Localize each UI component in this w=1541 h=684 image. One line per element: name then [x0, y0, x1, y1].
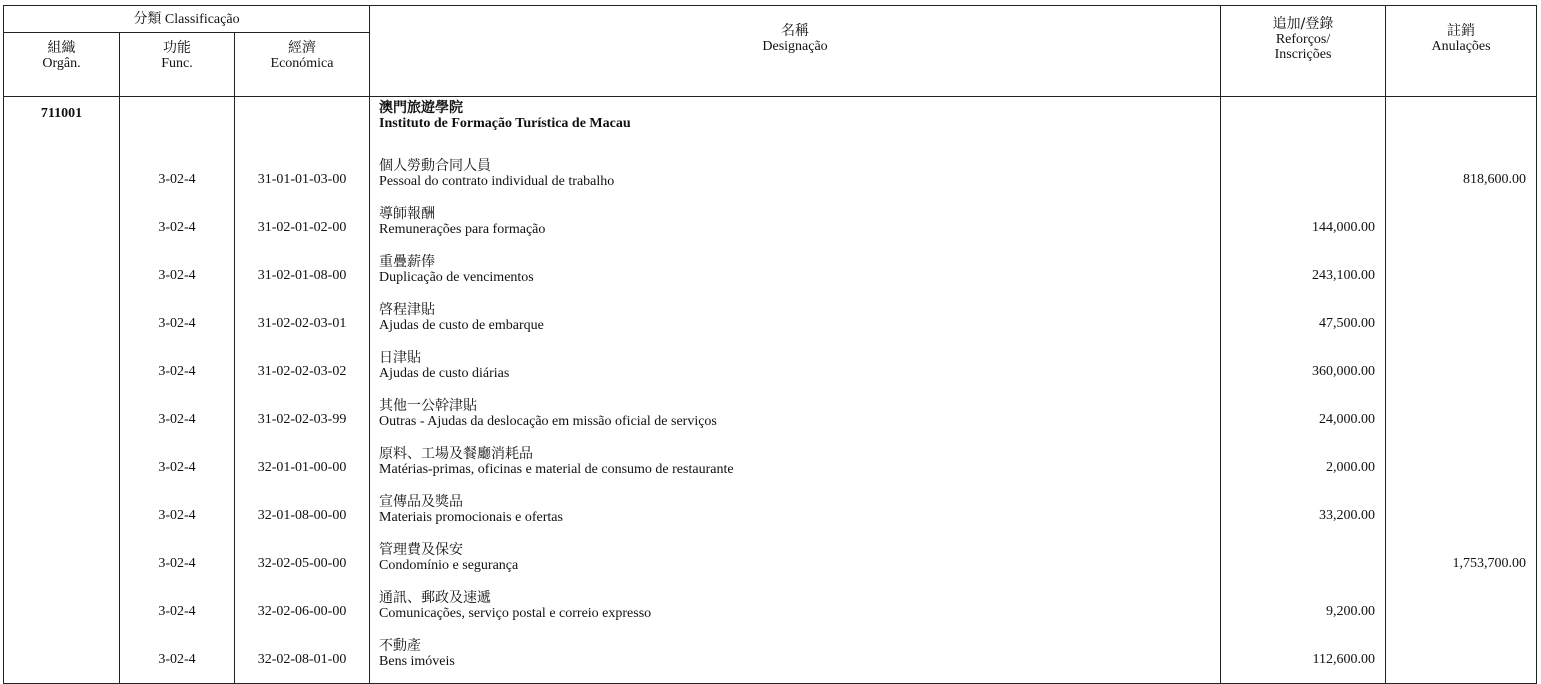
func-code: 3-02-4: [120, 251, 235, 299]
anulacoes-amount: [1386, 251, 1537, 299]
group-row: [4, 97, 1537, 156]
func-code: 3-02-4: [120, 299, 235, 347]
func-code: 3-02-4: [120, 635, 235, 684]
table-row: [4, 251, 1537, 299]
designation-cell: [370, 539, 1221, 587]
anulacoes-amount: 818,600.00: [1386, 155, 1537, 203]
designation-cell: [370, 203, 1221, 251]
classification-header: 分類 Classificação: [4, 6, 370, 33]
anulacoes-header-pt: Anulações: [1431, 39, 1491, 54]
designation-header-pt: Designação: [762, 39, 828, 54]
item-name-zh: 宣傳品及獎品: [379, 494, 464, 510]
organ-cell: [4, 587, 120, 635]
econ-code: 31-01-01-03-00: [235, 155, 370, 203]
func-header-pt: Func.: [161, 56, 193, 71]
budget-table: [3, 5, 1537, 684]
reforcos-amount: 2,000.00: [1221, 443, 1386, 491]
func-code: 3-02-4: [120, 155, 235, 203]
item-name-pt: Bens imóveis: [379, 654, 455, 669]
econ-code: 31-02-01-08-00: [235, 251, 370, 299]
reforcos-amount: 47,500.00: [1221, 299, 1386, 347]
reforcos-header-pt2: Inscrições: [1274, 47, 1332, 62]
item-name-zh: 不動產: [379, 638, 422, 654]
item-name-pt: Matérias-primas, oficinas e material de consumo de restaurante: [379, 462, 734, 477]
anulacoes-header: [1386, 6, 1537, 97]
table-row: [4, 347, 1537, 395]
designation-cell: [370, 155, 1221, 203]
item-name-zh: 其他一公幹津貼: [379, 398, 478, 414]
anulacoes-amount: [1386, 587, 1537, 635]
table-body: [4, 97, 1537, 684]
group-name-zh: 澳門旅遊學院: [379, 100, 464, 116]
econ-code: 32-01-08-00-00: [235, 491, 370, 539]
organ-cell: [4, 539, 120, 587]
item-name-zh: 日津貼: [379, 350, 422, 366]
designation-cell: [370, 251, 1221, 299]
organ-cell: [4, 251, 120, 299]
anulacoes-header-zh: 註銷: [1447, 23, 1476, 39]
func-code: 3-02-4: [120, 443, 235, 491]
item-name-pt: Pessoal do contrato individual de trabalho: [379, 174, 615, 189]
func-code: 3-02-4: [120, 491, 235, 539]
designation-header: [370, 6, 1221, 97]
func-code: 3-02-4: [120, 347, 235, 395]
item-name-pt: Comunicações, serviço postal e correio expresso: [379, 606, 652, 621]
table-row: [4, 587, 1537, 635]
econ-code: 31-02-02-03-01: [235, 299, 370, 347]
func-header: [120, 33, 235, 97]
organ-header: [4, 33, 120, 97]
designation-cell: [370, 395, 1221, 443]
reforcos-amount: 360,000.00: [1221, 347, 1386, 395]
table-row: [4, 395, 1537, 443]
econ-code: 32-02-05-00-00: [235, 539, 370, 587]
organ-cell: [4, 203, 120, 251]
item-name-pt: Condomínio e segurança: [379, 558, 519, 573]
item-name-zh: 啓程津貼: [379, 302, 436, 318]
table-row: [4, 491, 1537, 539]
reforcos-header: [1221, 6, 1386, 97]
econ-header: [235, 33, 370, 97]
table-row: [4, 299, 1537, 347]
reforcos-amount: 112,600.00: [1221, 635, 1386, 684]
organ-cell: [4, 443, 120, 491]
econ-header-zh: 經濟: [288, 40, 317, 56]
reforcos-amount: 144,000.00: [1221, 203, 1386, 251]
organ-header-pt: Orgân.: [42, 56, 81, 71]
econ-code: 32-01-01-00-00: [235, 443, 370, 491]
func-code: 3-02-4: [120, 587, 235, 635]
designation-cell: [370, 443, 1221, 491]
designation-cell: [370, 299, 1221, 347]
organ-cell: [4, 155, 120, 203]
reforcos-header-pt1: Reforços/: [1275, 32, 1331, 47]
group-anulacoes-cell: [1386, 97, 1537, 156]
designation-cell: [370, 635, 1221, 684]
group-func-cell: [120, 97, 235, 156]
item-name-pt: Remunerações para formação: [379, 222, 546, 237]
designation-header-zh: 名稱: [781, 23, 810, 39]
designation-cell: [370, 587, 1221, 635]
anulacoes-amount: [1386, 443, 1537, 491]
econ-code: 32-02-08-01-00: [235, 635, 370, 684]
anulacoes-amount: 1,753,700.00: [1386, 539, 1537, 587]
item-name-pt: Outras - Ajudas da deslocação em missão oficial de serviços: [379, 414, 717, 429]
econ-code: 31-02-02-03-99: [235, 395, 370, 443]
table-header: [4, 6, 1537, 97]
anulacoes-amount: [1386, 491, 1537, 539]
reforcos-amount: [1221, 155, 1386, 203]
table-row: [4, 155, 1537, 203]
group-reforcos-cell: [1221, 97, 1386, 156]
item-name-pt: Materiais promocionais e ofertas: [379, 510, 563, 525]
designation-cell: [370, 347, 1221, 395]
anulacoes-amount: [1386, 635, 1537, 684]
reforcos-amount: [1221, 539, 1386, 587]
organ-cell: [4, 491, 120, 539]
anulacoes-amount: [1386, 203, 1537, 251]
organ-cell: [4, 347, 120, 395]
func-code: 3-02-4: [120, 539, 235, 587]
econ-code: 31-02-02-03-02: [235, 347, 370, 395]
reforcos-header-zh: 追加/登錄: [1272, 16, 1334, 32]
table-row: [4, 539, 1537, 587]
table-row: [4, 203, 1537, 251]
budget-page: [3, 5, 1536, 669]
econ-code: 32-02-06-00-00: [235, 587, 370, 635]
func-header-zh: 功能: [163, 40, 191, 56]
organ-cell: [4, 395, 120, 443]
table-row: [4, 635, 1537, 684]
econ-header-pt: Económica: [270, 56, 334, 71]
reforcos-amount: 24,000.00: [1221, 395, 1386, 443]
func-code: 3-02-4: [120, 395, 235, 443]
reforcos-amount: 243,100.00: [1221, 251, 1386, 299]
organ-cell: [4, 299, 120, 347]
item-name-zh: 通訊、郵政及速遞: [379, 590, 492, 606]
organ-code: 711001: [4, 97, 120, 156]
group-designation: [370, 97, 1221, 156]
organ-cell: [4, 635, 120, 684]
anulacoes-amount: [1386, 299, 1537, 347]
item-name-pt: Ajudas de custo diárias: [379, 366, 510, 381]
anulacoes-amount: [1386, 395, 1537, 443]
group-econ-cell: [235, 97, 370, 156]
reforcos-amount: 33,200.00: [1221, 491, 1386, 539]
item-name-pt: Ajudas de custo de embarque: [379, 318, 544, 333]
item-name-zh: 導師報酬: [379, 206, 436, 222]
item-name-zh: 管理費及保安: [379, 542, 464, 558]
func-code: 3-02-4: [120, 203, 235, 251]
econ-code: 31-02-01-02-00: [235, 203, 370, 251]
designation-cell: [370, 491, 1221, 539]
table-row: [4, 443, 1537, 491]
organ-header-zh: 組織: [47, 40, 76, 56]
item-name-zh: 個人勞動合同人員: [379, 158, 492, 174]
reforcos-amount: 9,200.00: [1221, 587, 1386, 635]
group-name-pt: Instituto de Formação Turística de Macau: [379, 116, 631, 131]
anulacoes-amount: [1386, 347, 1537, 395]
item-name-zh: 重疊薪俸: [379, 254, 436, 270]
item-name-pt: Duplicação de vencimentos: [379, 270, 534, 285]
item-name-zh: 原料、工場及餐廳消耗品: [379, 446, 534, 462]
